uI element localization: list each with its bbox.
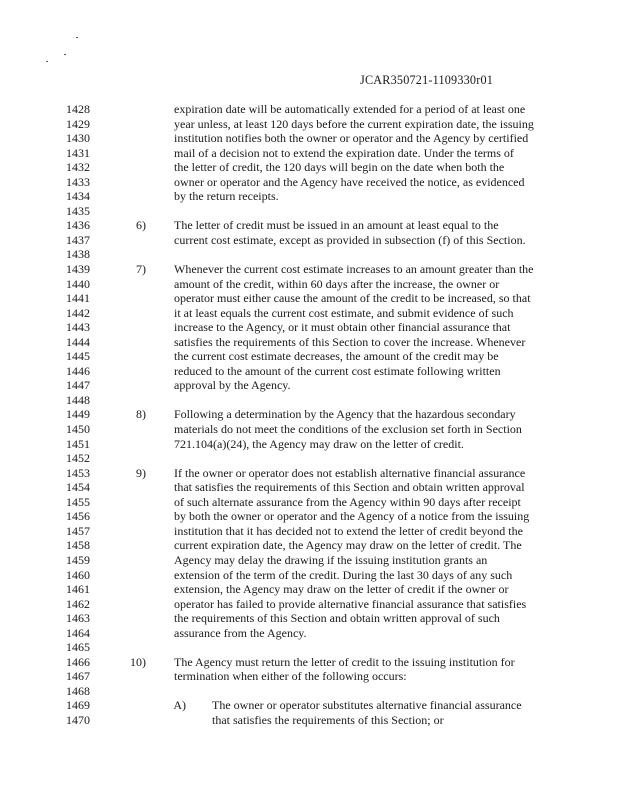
line-number: 1449 xyxy=(66,407,90,422)
line-text: reduced to the amount of the current cost estimate following written xyxy=(174,363,501,378)
document-line xyxy=(0,538,618,553)
line-number: 1431 xyxy=(66,145,90,160)
document-line xyxy=(0,175,618,190)
line-number: 1442 xyxy=(66,305,90,320)
document-line xyxy=(0,146,618,161)
line-text: If the owner or operator does not establish alternative financial assurance xyxy=(174,465,526,480)
document-line xyxy=(0,684,618,699)
document-line xyxy=(0,393,618,408)
document-line xyxy=(0,480,618,495)
line-number: 1468 xyxy=(66,683,90,698)
line-text: termination when either of the following occurs: xyxy=(174,669,407,684)
line-number: 1451 xyxy=(66,436,90,451)
subsection-marker: 10) xyxy=(130,654,146,669)
line-number: 1435 xyxy=(66,203,90,218)
document-line xyxy=(0,698,618,713)
document-line xyxy=(0,437,618,452)
line-number: 1448 xyxy=(66,392,90,407)
line-text: by both the owner or operator and the Agency of a notice from the issuing xyxy=(174,509,530,524)
line-text: The letter of credit must be issued in an amount at least equal to the xyxy=(174,218,499,233)
line-text: The Agency must return the letter of credit to the issuing institution for xyxy=(174,654,515,669)
line-number: 1463 xyxy=(66,611,90,626)
line-text: assurance from the Agency. xyxy=(174,625,307,640)
subsection-marker: 6) xyxy=(136,218,146,233)
line-text: materials do not meet the conditions of the exclusion set forth in Section xyxy=(174,422,522,437)
line-number: 1447 xyxy=(66,378,90,393)
document-line xyxy=(0,451,618,466)
line-text: Whenever the current cost estimate increases to an amount greater than the xyxy=(174,262,534,277)
document-body xyxy=(0,102,618,728)
line-number: 1450 xyxy=(66,422,90,437)
line-number: 1462 xyxy=(66,596,90,611)
document-line xyxy=(0,626,618,641)
document-line xyxy=(0,320,618,335)
line-number: 1466 xyxy=(66,654,90,669)
line-text: institution notifies both the owner or operator and the Agency by certified xyxy=(174,131,529,146)
document-line xyxy=(0,378,618,393)
subsection-marker: 8) xyxy=(136,407,146,422)
line-number: 1438 xyxy=(66,247,90,262)
document-line xyxy=(0,364,618,379)
line-number: 1433 xyxy=(66,174,90,189)
line-text: the letter of credit, the 120 days will begin on the date when both the xyxy=(174,160,505,175)
line-text: operator must either cause the amount of the credit to be increased, so that xyxy=(174,291,531,306)
line-text: 721.104(a)(24), the Agency may draw on the letter of credit. xyxy=(174,436,464,451)
document-line xyxy=(0,306,618,321)
line-text: the requirements of this Section and obtain written approval of such xyxy=(174,611,500,626)
document-line xyxy=(0,597,618,612)
line-number: 1453 xyxy=(66,465,90,480)
line-number: 1455 xyxy=(66,494,90,509)
line-text: of such alternate assurance from the Agency within 90 days after receipt xyxy=(174,494,521,509)
document-id-header: JCAR350721-1109330r01 xyxy=(360,73,494,87)
line-text: mail of a decision not to extend the expiration date. Under the terms of xyxy=(174,145,514,160)
document-line xyxy=(0,640,618,655)
line-number: 1432 xyxy=(66,160,90,175)
line-number: 1446 xyxy=(66,363,90,378)
line-text: Agency may delay the drawing if the issuing institution grants an xyxy=(174,552,488,567)
subsection-marker: 7) xyxy=(136,262,146,277)
line-number: 1445 xyxy=(66,349,90,364)
line-number: 1437 xyxy=(66,232,90,247)
line-number: 1452 xyxy=(66,451,90,466)
line-text: the current cost estimate decreases, the amount of the credit may be xyxy=(174,349,499,364)
document-line xyxy=(0,160,618,175)
document-line xyxy=(0,189,618,204)
subsection-marker: A) xyxy=(173,698,186,713)
document-line xyxy=(0,669,618,684)
line-text: increase to the Agency, or it must obtain other financial assurance that xyxy=(174,320,511,335)
document-line xyxy=(0,233,618,248)
document-line xyxy=(0,291,618,306)
line-text: Following a determination by the Agency that the hazardous secondary xyxy=(174,407,516,422)
scan-speck xyxy=(46,61,48,62)
line-text: operator has failed to provide alternative financial assurance that satisfies xyxy=(174,596,527,611)
document-line xyxy=(0,553,618,568)
document-line xyxy=(0,218,618,233)
line-number: 1430 xyxy=(66,131,90,146)
document-line xyxy=(0,349,618,364)
document-line xyxy=(0,568,618,583)
line-text: current expiration date, the Agency may draw on the letter of credit. The xyxy=(174,538,522,553)
line-number: 1456 xyxy=(66,509,90,524)
document-line xyxy=(0,131,618,146)
line-number: 1460 xyxy=(66,567,90,582)
line-text: satisfies the requirements of this Section to cover the increase. Whenever xyxy=(174,334,526,349)
line-text: extension of the term of the credit. During the last 30 days of any such xyxy=(174,567,513,582)
line-number: 1458 xyxy=(66,538,90,553)
line-number: 1429 xyxy=(66,116,90,131)
document-line xyxy=(0,524,618,539)
line-number: 1434 xyxy=(66,189,90,204)
document-line xyxy=(0,466,618,481)
line-number: 1457 xyxy=(66,523,90,538)
line-number: 1454 xyxy=(66,480,90,495)
document-line xyxy=(0,204,618,219)
line-number: 1467 xyxy=(66,669,90,684)
document-line xyxy=(0,495,618,510)
line-text: by the return receipts. xyxy=(174,189,279,204)
line-number: 1464 xyxy=(66,625,90,640)
line-text: that satisfies the requirements of this Section; or xyxy=(212,712,444,727)
line-text: institution that it has decided not to extend the letter of credit beyond the xyxy=(174,523,523,538)
document-line xyxy=(0,277,618,292)
document-line xyxy=(0,247,618,262)
line-text: that satisfies the requirements of this Section and obtain written approval xyxy=(174,480,525,495)
subsection-marker: 9) xyxy=(136,465,146,480)
line-text: The owner or operator substitutes alternative financial assurance xyxy=(212,698,522,713)
document-line xyxy=(0,102,618,117)
line-text: expiration date will be automatically extended for a period of at least one xyxy=(174,102,526,116)
document-line xyxy=(0,655,618,670)
scan-speck xyxy=(76,37,78,38)
document-line xyxy=(0,262,618,277)
line-number: 1440 xyxy=(66,276,90,291)
line-number: 1470 xyxy=(66,712,90,727)
document-line xyxy=(0,611,618,626)
line-number: 1444 xyxy=(66,334,90,349)
document-line xyxy=(0,422,618,437)
line-number: 1465 xyxy=(66,640,90,655)
document-line xyxy=(0,335,618,350)
line-number: 1461 xyxy=(66,582,90,597)
line-text: it at least equals the current cost estimate, and submit evidence of such xyxy=(174,305,514,320)
line-number: 1436 xyxy=(66,218,90,233)
document-line xyxy=(0,582,618,597)
line-text: extension, the Agency may draw on the letter of credit if the owner or xyxy=(174,582,509,597)
line-text: current cost estimate, except as provided in subsection (f) of this Section. xyxy=(174,232,526,247)
line-number: 1428 xyxy=(66,102,90,116)
document-line xyxy=(0,509,618,524)
line-text: amount of the credit, within 60 days after the increase, the owner or xyxy=(174,276,500,291)
line-number: 1439 xyxy=(66,262,90,277)
line-number: 1443 xyxy=(66,320,90,335)
document-line xyxy=(0,407,618,422)
line-number: 1441 xyxy=(66,291,90,306)
line-text: approval by the Agency. xyxy=(174,378,291,393)
line-text: owner or operator and the Agency have received the notice, as evidenced xyxy=(174,174,525,189)
document-line xyxy=(0,117,618,132)
document-line xyxy=(0,713,618,728)
line-number: 1469 xyxy=(66,698,90,713)
scan-speck xyxy=(64,54,66,55)
line-number: 1459 xyxy=(66,552,90,567)
line-text: year unless, at least 120 days before the current expiration date, the issuing xyxy=(174,116,534,131)
